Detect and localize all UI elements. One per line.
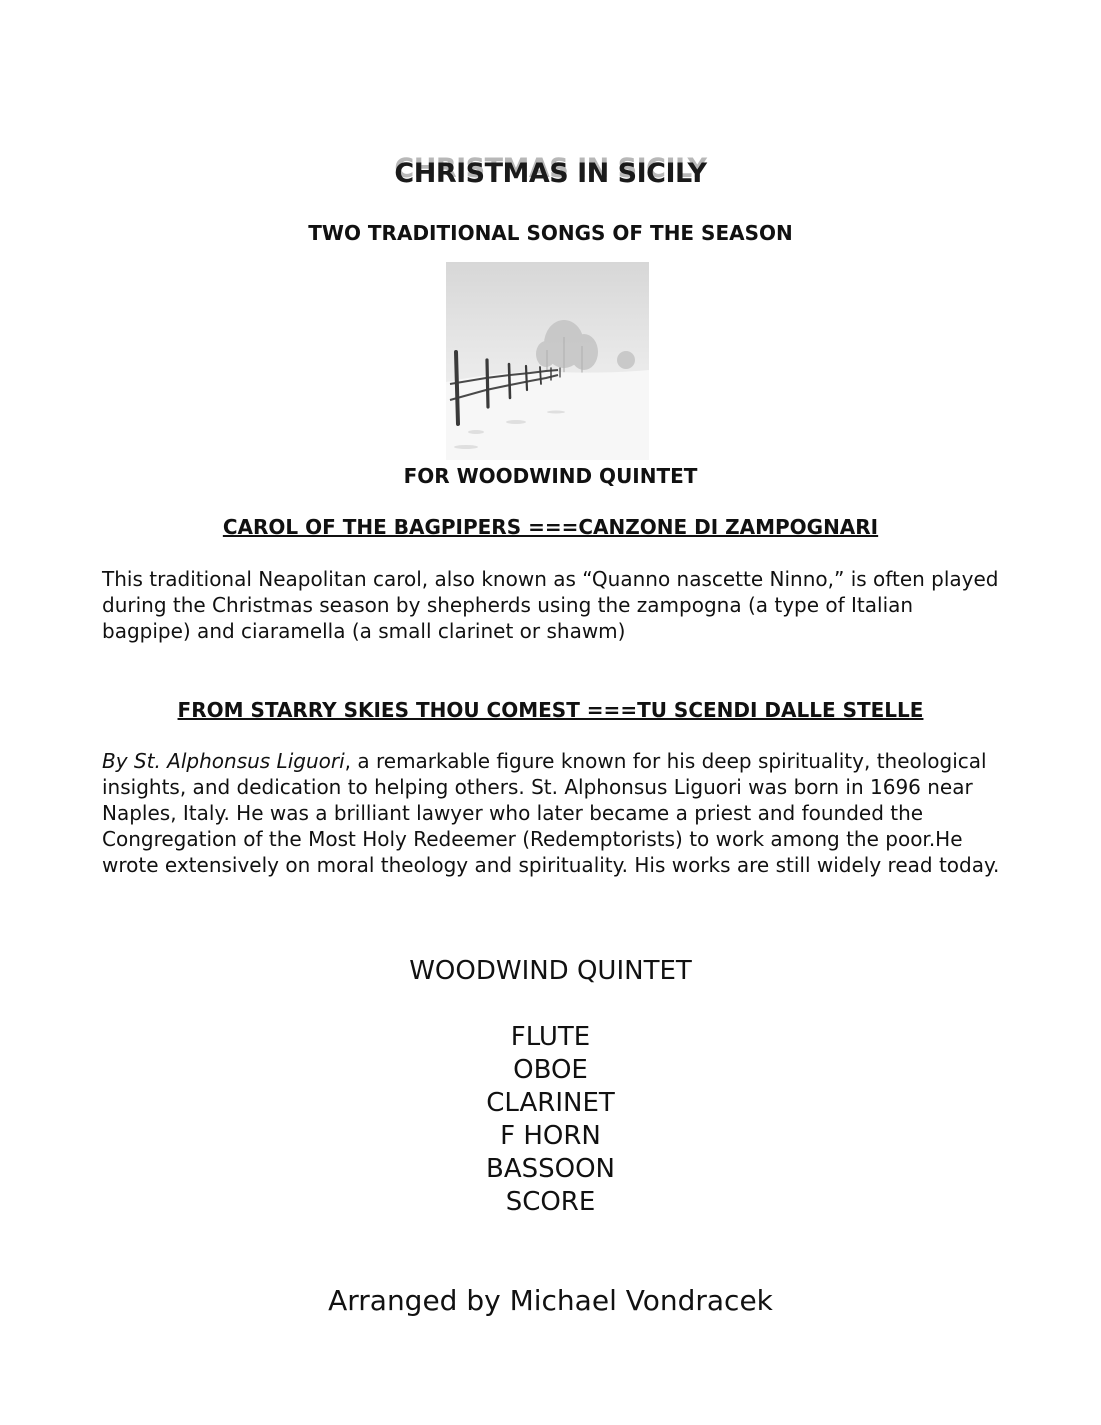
instrumentation-heading: WOODWIND QUINTET — [409, 956, 692, 986]
instrument-list — [0, 1021, 1101, 1219]
instrumentation — [0, 955, 1101, 1219]
ensemble-line: FOR WOODWIND QUINTET — [403, 464, 698, 488]
song1-description: This traditional Neapolitan carol, also known as “Quanno nascette Ninno,” is often played during the Christmas season by shepherds using the zampogna (a type of Italian bagpipe) and ciaramella (a small clarinet or shawm) — [102, 567, 999, 643]
song2-title: FROM STARRY SKIES THOU COMEST ===TU SCENDI DALLE STELLE — [177, 698, 924, 722]
song2-description-text: , a remarkable figure known for his deep spirituality, theological insights, and dedication to helping others. St. Alphonsus Liguori was born in 1696 near Naples, Italy. He was a brilliant lawyer who later became a priest and founded the Congregation of the Most Holy Redeemer (Redemptorists) to work among the poor.He wrote extensively on moral theology and spirituality. His works are still widely read today. — [102, 749, 1000, 877]
instrument-clarinet: CLARINET — [486, 1088, 615, 1118]
arranger-credit: Arranged by Michael Vondracek — [328, 1284, 773, 1317]
snowy-landscape-image — [446, 262, 649, 460]
instrument-flute: FLUTE — [510, 1022, 591, 1052]
instrument-f-horn: F HORN — [500, 1121, 601, 1151]
document-subtitle: TWO TRADITIONAL SONGS OF THE SEASON — [308, 221, 793, 245]
song1-title: CAROL OF THE BAGPIPERS ===CANZONE DI ZAMPOGNARI — [222, 515, 879, 539]
song2-description — [102, 748, 1002, 878]
instrument-bassoon: BASSOON — [485, 1154, 615, 1184]
instrument-score: SCORE — [505, 1187, 596, 1217]
song2-byline: By St. Alphonsus Liguori — [102, 749, 345, 773]
document-title: CHRISTMAS IN SICILY — [394, 158, 707, 189]
instrument-oboe: OBOE — [513, 1055, 588, 1085]
